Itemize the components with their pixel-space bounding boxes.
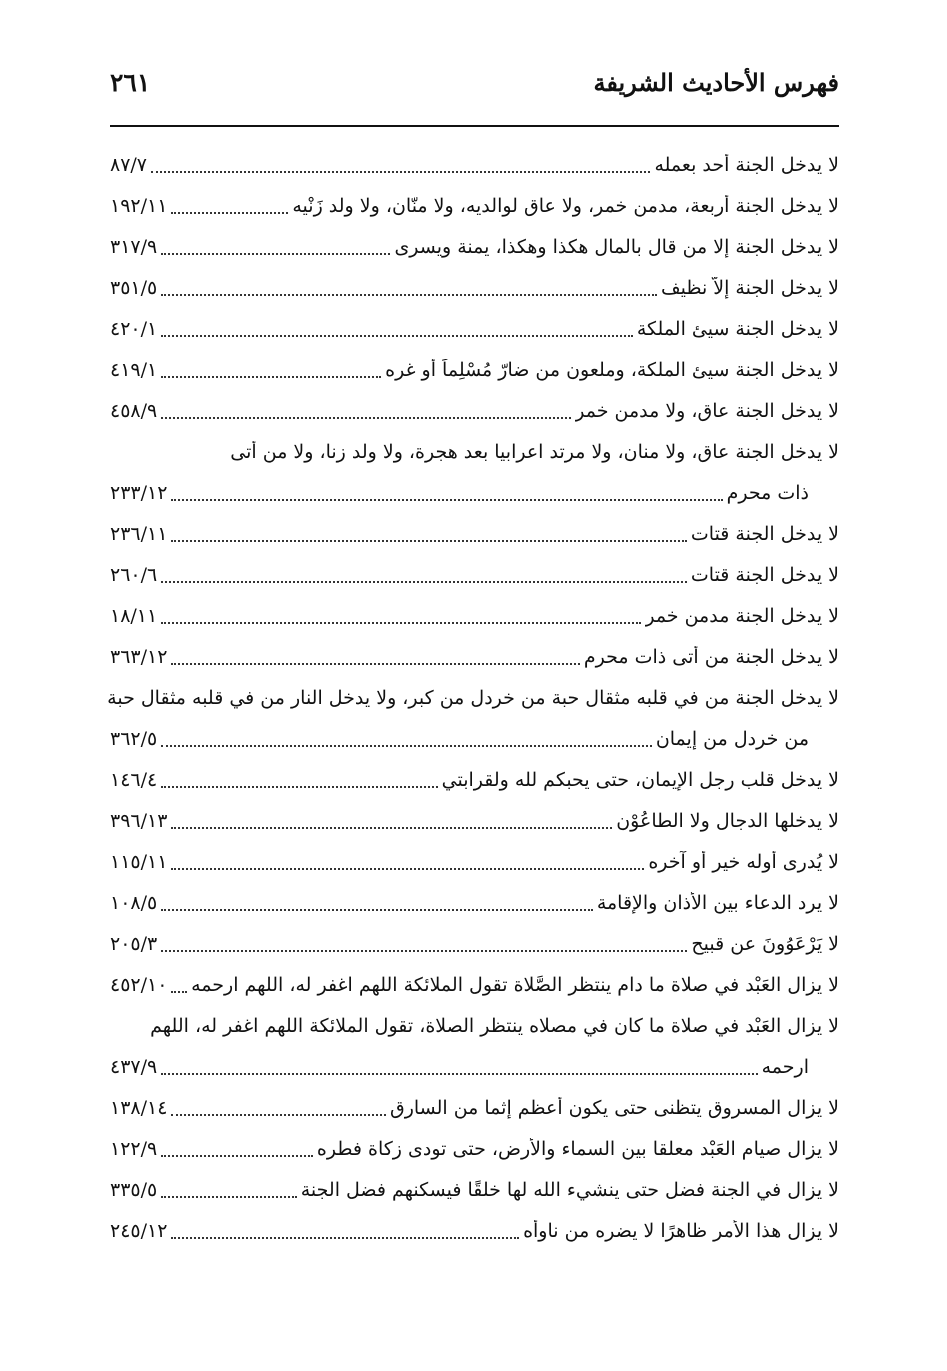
index-entry <box>110 390 839 431</box>
entry-text: لا يدخل الجنة من أتى ذات محرم <box>583 645 839 668</box>
dot-leader <box>161 745 652 747</box>
entry-text: لا يزال المسروق يتظنى حتى يكون أعظم إثما من السارق <box>389 1096 839 1119</box>
entry-text: ذات محرم <box>726 481 809 504</box>
volume-page-reference: ٣٦٢/٥ <box>110 727 158 750</box>
index-entry <box>110 226 839 267</box>
volume-page-reference: ١١٥/١١ <box>110 850 168 873</box>
dot-leader <box>161 622 641 624</box>
page-header <box>110 68 839 97</box>
index-entry <box>110 144 839 185</box>
index-entry <box>110 964 839 1005</box>
index-entry <box>110 267 839 308</box>
volume-page-reference: ٨٧/٧ <box>110 153 148 176</box>
entry-text: لا يزال العَبْد في صلاة ما كان في مصلاه ينتظر الصلاة، تقول الملائكة اللهم اغفر له، اللهم <box>150 1014 839 1037</box>
entry-text: من خردل من إيمان <box>655 727 809 750</box>
index-entry <box>107 677 839 718</box>
dot-leader <box>161 950 687 952</box>
dot-leader <box>161 417 571 419</box>
entry-text: ارحمه <box>761 1055 809 1078</box>
index-entry <box>110 800 839 841</box>
index-entry <box>110 923 839 964</box>
entry-text: لا يُدرى أوله خير أو آخره <box>648 850 839 873</box>
volume-page-reference: ٢٠٥/٣ <box>110 932 158 955</box>
index-entry <box>110 841 839 882</box>
volume-page-reference: ٤٣٧/٩ <box>110 1055 158 1078</box>
entry-text: لا يدخل الجنة إلا من قال بالمال هكذا وهكذا، يمنة ويسرى <box>394 235 839 258</box>
volume-page-reference: ١٤٦/٤ <box>110 768 158 791</box>
entry-text: لا يدخل الجنة أحد بعمله <box>654 153 839 176</box>
index-entry <box>110 759 839 800</box>
index-entry <box>110 513 839 554</box>
header-rule <box>110 125 839 127</box>
entry-text: لا يزال هذا الأمر ظاهرًا لا يضره من ناوأه <box>523 1219 839 1242</box>
volume-page-reference: ١٢٢/٩ <box>110 1137 158 1160</box>
dot-leader <box>161 335 633 337</box>
index-entry <box>110 595 839 636</box>
dot-leader <box>161 294 657 296</box>
dot-leader <box>171 212 288 214</box>
index-entry <box>110 636 839 677</box>
volume-page-reference: ٣٣٥/٥ <box>110 1178 158 1201</box>
dot-leader <box>161 1196 297 1198</box>
entry-text: لا يرد الدعاء بين الأذان والإقامة <box>596 891 839 914</box>
index-entry <box>110 431 839 472</box>
volume-page-reference: ٣١٧/٩ <box>110 235 158 258</box>
volume-page-reference: ٤٥٨/٩ <box>110 399 158 422</box>
dot-leader <box>161 1155 313 1157</box>
index-entry <box>110 1210 839 1251</box>
index-entry-continuation <box>110 472 839 513</box>
entry-text: لا يزال في الجنة فضل حتى ينشيء الله لها خلقًا فيسكنهم فضل الجنة <box>300 1178 839 1201</box>
dot-leader <box>161 909 593 911</box>
index-entry <box>110 185 839 226</box>
entry-text: لا يَرْعَوُونَ عن قبيح <box>691 932 839 955</box>
entry-text: لا يدخل الجنة عاق، ولا منان، ولا مرتد اعرابيا بعد هجرة، ولا ولد زنا، ولا من أتى <box>230 440 839 463</box>
entry-text: لا يدخلها الدجال ولا الطاعُوْن <box>616 809 839 832</box>
volume-page-reference: ٢٦٠/٦ <box>110 563 158 586</box>
volume-page-reference: ٤٥٢/١٠ <box>110 973 168 996</box>
entry-text: لا يدخل الجنة أربعة، مدمن خمر، ولا عاق لوالديه، ولا منّان، ولا ولد زَنْيه <box>292 194 839 217</box>
volume-page-reference: ١٣٨/١٤ <box>110 1096 168 1119</box>
dot-leader <box>171 991 187 993</box>
index-entry <box>110 1128 839 1169</box>
index-entry-continuation <box>110 1046 839 1087</box>
dot-leader <box>161 253 390 255</box>
volume-page-reference: ٣٥١/٥ <box>110 276 158 299</box>
entry-text: لا يدخل الجنة قتات <box>690 522 839 545</box>
entry-text: لا يدخل الجنة إلاّ نظيف <box>660 276 839 299</box>
index-entry <box>110 1087 839 1128</box>
index-entry <box>110 882 839 923</box>
dot-leader <box>161 376 381 378</box>
volume-page-reference: ٣٩٦/١٣ <box>110 809 168 832</box>
dot-leader <box>171 1237 519 1239</box>
entry-text: لا يدخل الجنة مدمن خمر <box>645 604 839 627</box>
volume-page-reference: ١٨/١١ <box>110 604 158 627</box>
entry-text: لا يدخل الجنة من في قلبه مثقال حبة من خردل من كبر، ولا يدخل النار من في قلبه مثقال حبة <box>107 686 839 709</box>
dot-leader <box>171 540 686 542</box>
entry-text: لا يزال صيام العَبْد معلقا بين السماء والأرض، حتى تودى زكاة فطره <box>316 1137 839 1160</box>
index-entry <box>110 308 839 349</box>
dot-leader <box>171 499 722 501</box>
volume-page-reference: ٤١٩/١ <box>110 358 158 381</box>
volume-page-reference: ٤٢٠/١ <box>110 317 158 340</box>
volume-page-reference: ١٠٨/٥ <box>110 891 158 914</box>
hadith-index-list <box>107 144 839 1251</box>
index-entry <box>110 1005 839 1046</box>
entry-text: لا يدخل الجنة عاق، ولا مدمن خمر <box>575 399 839 422</box>
dot-leader <box>151 171 650 173</box>
index-entry <box>110 349 839 390</box>
volume-page-reference: ٣٦٣/١٢ <box>110 645 168 668</box>
dot-leader <box>171 868 644 870</box>
volume-page-reference: ٢٣٣/١٢ <box>110 481 168 504</box>
dot-leader <box>161 1073 757 1075</box>
dot-leader <box>161 581 687 583</box>
entry-text: لا يدخل الجنة قتات <box>690 563 839 586</box>
volume-page-reference: ٢٤٥/١٢ <box>110 1219 168 1242</box>
dot-leader <box>171 827 612 829</box>
volume-page-reference: ٢٣٦/١١ <box>110 522 168 545</box>
running-title: فهرس الأحاديث الشريفة <box>593 68 839 97</box>
entry-text: لا يدخل قلب رجل الإيمان، حتى يحبكم لله ولقرابتي <box>441 768 839 791</box>
entry-text: لا يدخل الجنة سيئ الملكة <box>636 317 839 340</box>
index-entry <box>110 554 839 595</box>
page-number: ٢٦١ <box>110 68 151 97</box>
entry-text: لا يزال العَبْد في صلاة ما دام ينتظر الصَّلاة تقول الملائكة اللهم اغفر له، اللهم ارحمه <box>191 973 839 996</box>
dot-leader <box>171 663 579 665</box>
index-entry-continuation <box>110 718 839 759</box>
dot-leader <box>161 786 437 788</box>
index-entry <box>110 1169 839 1210</box>
entry-text: لا يدخل الجنة سيئ الملكة، وملعون من ضارّ مُسْلِماً أو غره <box>385 358 839 381</box>
volume-page-reference: ١٩٢/١١ <box>110 194 168 217</box>
dot-leader <box>171 1114 386 1116</box>
